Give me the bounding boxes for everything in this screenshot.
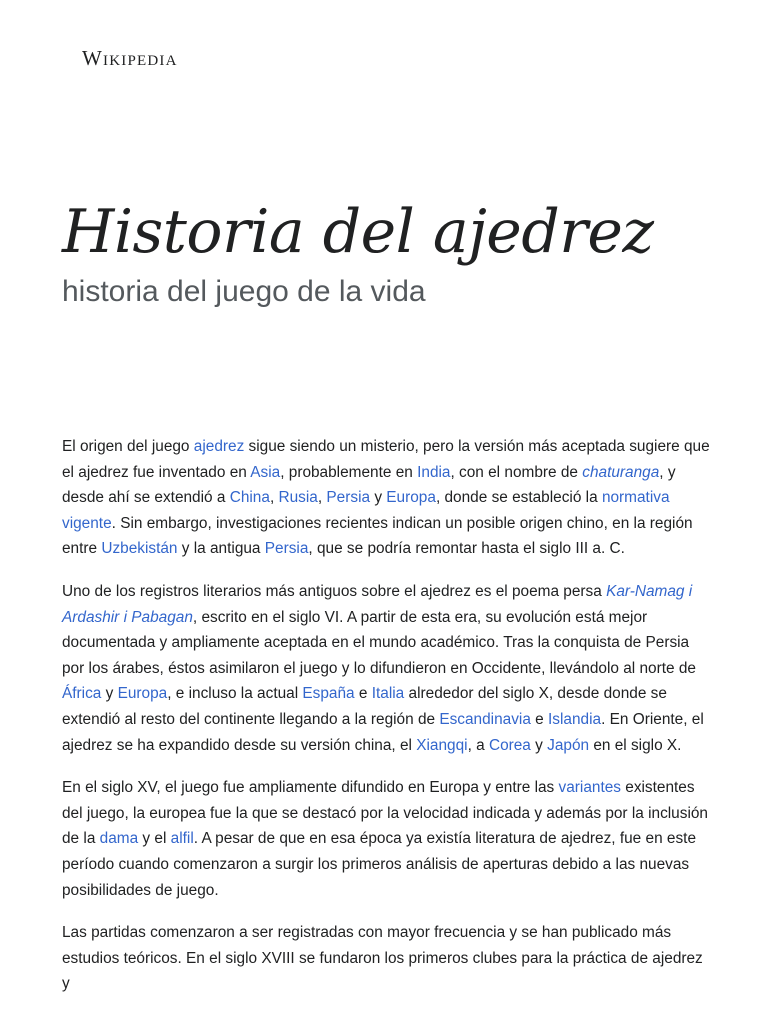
page-title: Historia del ajedrez <box>62 197 654 267</box>
article-link[interactable]: Kar-Namag i Ardashir i Pabagan <box>62 582 693 626</box>
paragraph-text: , con el nombre de <box>450 463 583 481</box>
article-link[interactable]: Europa <box>117 685 168 703</box>
paragraph-text: y <box>101 685 118 703</box>
paragraph-text: , <box>269 489 279 507</box>
paragraph-text: . A pesar de que en esa época ya existía literatura de ajedrez, fue en este período cuando comenzaron a surgir los primeros análisis de aperturas debido a las nuevas posibilidades de juego. <box>62 830 697 899</box>
paragraph-text: , a <box>467 736 489 754</box>
paragraph-text: , donde se estableció la <box>435 489 602 507</box>
paragraph-text: , escrito en el siglo VI. A partir de esta era, su evolución está mejor documentada y ampliamente aceptada en el mundo académico. Tras la conquista de Persia por los árabes, éstos asimilaron el juego y lo difundieron en Occidente, llevándolo al norte de <box>62 608 696 677</box>
paragraph-text: En el siglo XV, el juego fue ampliamente difundido en Europa y entre las <box>62 779 559 797</box>
page-subtitle: historia del juego de la vida <box>62 275 426 308</box>
article-link[interactable]: África <box>62 685 102 703</box>
wikipedia-wordmark[interactable]: Wikipedia <box>82 46 178 70</box>
paragraph-text: existentes del juego, la europea fue la que se destacó por la velocidad indicada y además por la inclusión de la <box>62 779 708 848</box>
article-link[interactable]: China <box>229 489 270 507</box>
article-link[interactable]: normativa vigente <box>62 489 670 532</box>
article-link[interactable]: chaturanga <box>582 463 660 481</box>
article-link[interactable]: Rusia <box>278 489 318 507</box>
article-link[interactable]: variantes <box>558 779 621 797</box>
paragraph-text: Las partidas comenzaron a ser registradas con mayor frecuencia y se han publicado más estudios teóricos. En el siglo XVIII se fundaron los primeros clubes para la práctica de ajedrez y <box>62 924 703 993</box>
article-link[interactable]: Islandia <box>548 710 602 728</box>
paragraph-text: . En Oriente, el ajedrez se ha expandido desde su versión china, el <box>62 710 704 754</box>
paragraph-text: , probablemente en <box>280 463 418 481</box>
article-link[interactable]: alfil <box>170 830 194 848</box>
article-content <box>62 434 710 1014</box>
paragraph-text: , y desde ahí se extendió a <box>62 463 676 507</box>
title-block <box>62 190 742 312</box>
article-link[interactable]: Persia <box>264 540 309 558</box>
paragraph-text: y el <box>138 830 171 848</box>
article-link[interactable]: Corea <box>488 736 531 754</box>
article-link[interactable]: España <box>302 685 355 703</box>
site-header <box>82 44 178 72</box>
article-link[interactable]: Escandinavia <box>439 710 531 728</box>
paragraph-text: alrededor del siglo X, desde donde se extendió al resto del continente llegando a la región de <box>62 685 667 728</box>
paragraph-text: El origen del juego <box>62 438 194 455</box>
article-link[interactable]: Asia <box>250 463 281 481</box>
article-paragraph <box>62 775 710 903</box>
article-link[interactable]: Europa <box>386 489 436 507</box>
paragraph-text: y <box>370 489 387 507</box>
article-link[interactable]: Italia <box>371 685 405 703</box>
paragraph-text: e <box>354 685 372 703</box>
article-link[interactable]: dama <box>99 830 139 848</box>
paragraph-text: Uno de los registros literarios más antiguos sobre el ajedrez es el poema persa <box>62 582 607 600</box>
article-link[interactable]: ajedrez <box>193 438 245 455</box>
paragraph-text: , que se podría remontar hasta el siglo III a. C. <box>308 540 625 558</box>
article-link[interactable]: India <box>417 463 451 481</box>
paragraph-text: y la antigua <box>177 540 265 558</box>
paragraph-text: y <box>530 736 548 754</box>
article-paragraph <box>62 579 710 758</box>
paragraph-text: e <box>530 710 549 728</box>
article-link[interactable]: Persia <box>326 489 371 507</box>
article-link[interactable]: Xiangqi <box>416 736 468 754</box>
paragraph-text: . Sin embargo, investigaciones recientes indican un posible origen chino, en la región entre <box>62 514 693 558</box>
paragraph-text: en el siglo X. <box>589 736 682 754</box>
paragraph-text: sigue siendo un misterio, pero la versión más aceptada sugiere que el ajedrez fue inventado en <box>62 438 710 481</box>
article-paragraph <box>62 434 710 562</box>
paragraph-text: , e incluso la actual <box>167 685 303 703</box>
article-link[interactable]: Japón <box>547 736 590 754</box>
paragraph-text: , <box>317 489 327 507</box>
article-link[interactable]: Uzbekistán <box>101 540 178 558</box>
article-paragraph <box>62 920 710 997</box>
